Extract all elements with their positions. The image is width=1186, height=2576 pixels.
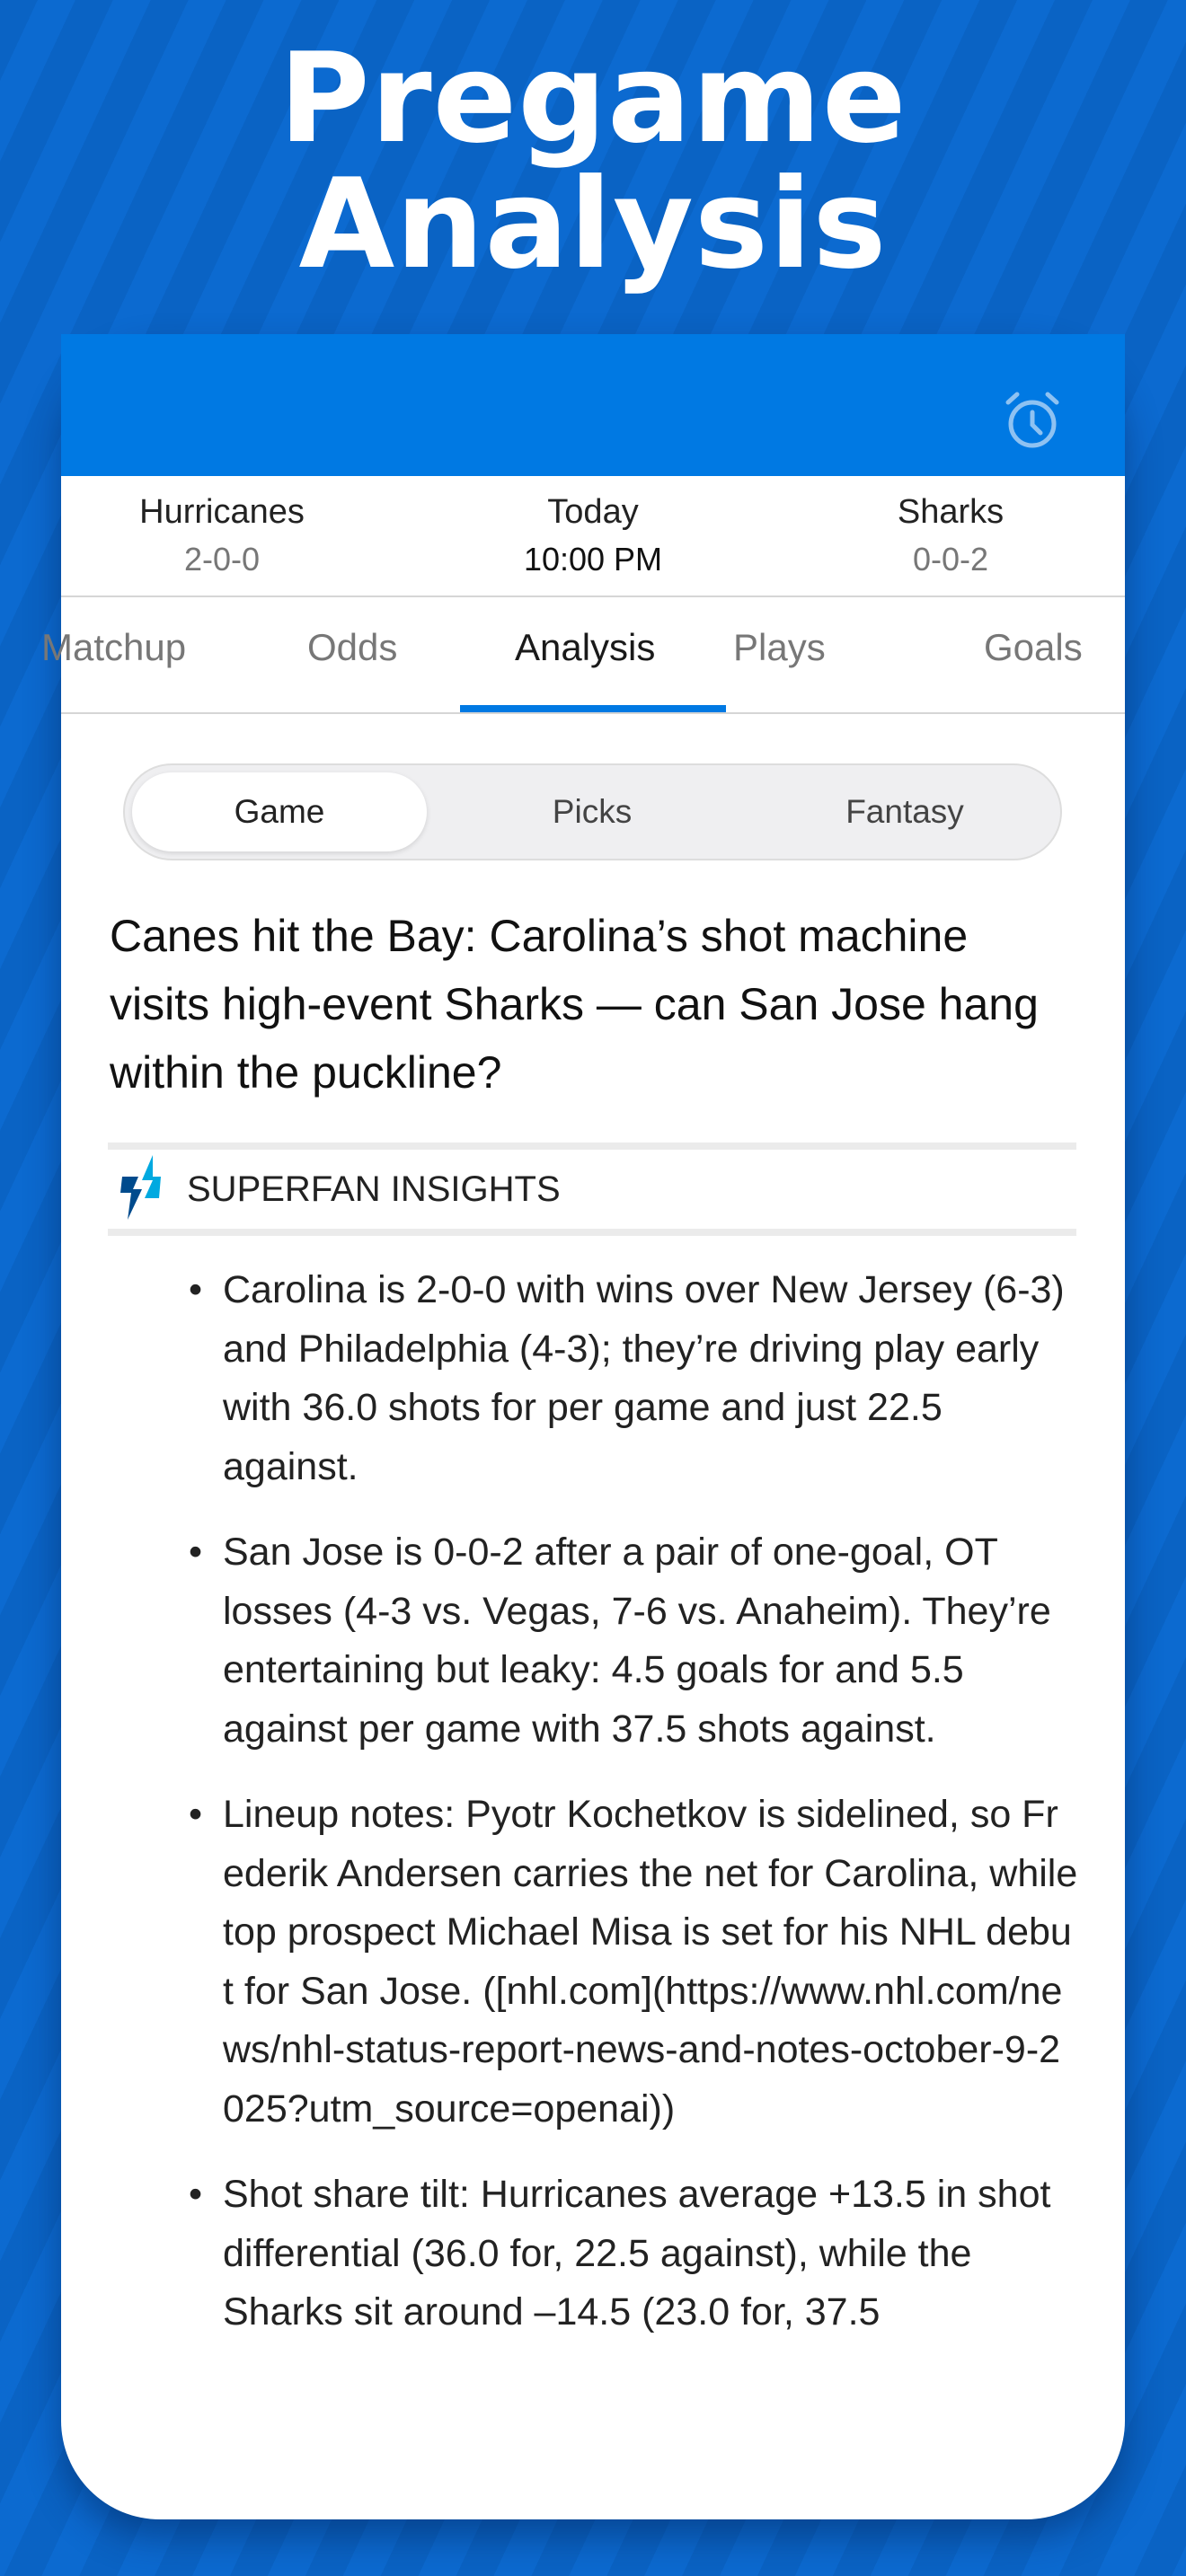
top-bar [61,334,1125,476]
game-time-value: 10:00 PM [523,541,663,578]
lightning-bolt-icon [120,1155,174,1223]
game-time [458,493,728,578]
list-item: • Carolina is 2-0-0 with wins over New Jersey (6-3) and Philadelphia (4-3); they’re driving play early with 36.0 shots for per game and just 22.5 against. [189,1268,1065,1488]
away-team[interactable] [816,493,1085,578]
insight-text: Lineup notes: Pyotr Kochetkov is sidelined, so Frederik Andersen carries the net for Carolina, while top prospect Michael Misa is set for his NHL debut for San Jose. ([nhl.com](https://www.nhl.com/news/nhl-status-report-news-and-notes-october-9-2025?utm_source=openai)) [223,1793,1078,2130]
tab-odds[interactable]: Odds [307,626,398,668]
home-team-name: Hurricanes [139,493,305,531]
away-team-name: Sharks [897,493,1005,531]
hero-line-2: Analysis [298,152,888,296]
alarm-clock-icon[interactable] [1001,388,1064,451]
game-day: Today [547,493,639,531]
list-item: • Lineup notes: Pyotr Kochetkov is sidelined, so Frederik Andersen carries the net for Carolina, while top prospect Michael Misa is set for his NHL debut for San Jose. ([nhl.com](https://www.nhl.com/news/nhl-status-report-news-and-notes-october-9-2025?utm_source=openai)) [189,1793,1078,2130]
segmented-control [123,763,1062,860]
insight-text: Shot share tilt: Hurricanes average +13.5 in shot differential (36.0 for, 22.5 against), while the Sharks sit around –14.5 (23.0 for, 37.5 [223,2173,1051,2333]
analysis-headline: Canes hit the Bay: Carolina’s shot machine visits high-event Sharks — can San Jose hang within the puckline? [110,911,1039,1098]
list-item: • Shot share tilt: Hurricanes average +13.5 in shot differential (36.0 for, 22.5 against), while the Sharks sit around –14.5 (23.0 for, 37.5 [189,2173,1051,2333]
list-item: • San Jose is 0-0-2 after a pair of one-goal, OT losses (4-3 vs. Vegas, 7-6 vs. Anaheim). They’re entertaining but leaky: 4.5 goals for and 5.5 against per game with 37.5 shots against. [189,1531,1051,1751]
home-team-record: 2-0-0 [183,541,261,578]
insights-list [126,1261,1078,2429]
hero-line-1: Pregame [279,26,907,171]
superfan-insights-header [108,1142,1076,1236]
segment-fantasy[interactable]: Fantasy [845,793,964,830]
tab-bar [41,597,1125,714]
home-team[interactable] [87,493,357,578]
phone-screen [41,334,1125,2519]
tab-plays[interactable]: Plays [733,626,826,668]
segment-game[interactable]: Game [132,772,427,851]
tab-analysis[interactable]: Analysis [515,626,656,668]
superfan-insights-label: SUPERFAN INSIGHTS [187,1169,561,1209]
insight-text: Carolina is 2-0-0 with wins over New Jersey (6-3) and Philadelphia (4-3); they’re driving play early with 36.0 shots for per game and just 22.5 against. [223,1268,1065,1488]
hero-title [0,26,1186,296]
matchup-header [61,476,1125,597]
segment-picks[interactable]: Picks [552,793,633,830]
tab-matchup[interactable]: Matchup [41,626,187,668]
away-team-record: 0-0-2 [912,541,989,578]
insight-text: San Jose is 0-0-2 after a pair of one-goal, OT losses (4-3 vs. Vegas, 7-6 vs. Anaheim). They’re entertaining but leaky: 4.5 goals for and 5.5 against per game with 37.5 shots against. [223,1531,1051,1751]
active-tab-indicator [460,705,726,712]
tab-goals[interactable]: Goals [984,626,1083,668]
